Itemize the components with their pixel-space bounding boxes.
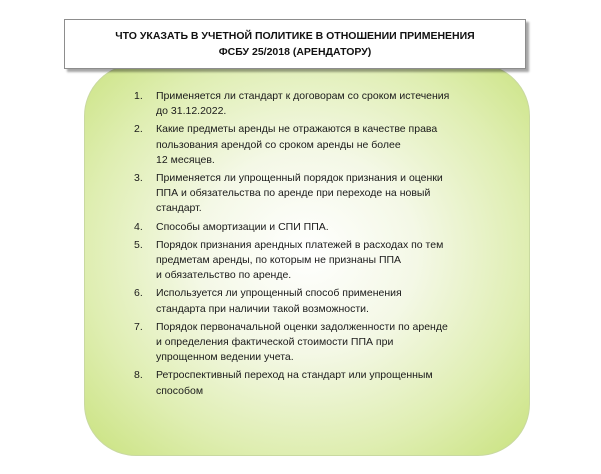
list-item (126, 171, 506, 217)
item-text-line: способом (156, 384, 204, 397)
item-text-line: предметам аренды, по которым не признаны ППА (156, 254, 402, 267)
item-text-line: Применяется ли стандарт к договорам со сроком истечения (156, 90, 450, 102)
item-text-line: Какие предметы аренды не отражаются в качестве права (156, 123, 438, 136)
list-item (126, 89, 506, 119)
item-text-line: до 31.12.2022. (156, 105, 227, 118)
item-text-line: ППА и обязательства по аренде при переходе на новый (156, 187, 431, 200)
item-list (126, 89, 506, 402)
item-text-line: Порядок первоначальной оценки задолженности по аренде (156, 320, 448, 333)
item-number: 6. (134, 287, 143, 300)
list-item (126, 122, 506, 168)
item-text-line: Используется ли упрощенный способ применения (156, 287, 402, 300)
item-text-line: стандарт. (156, 202, 202, 215)
item-number: 7. (134, 320, 143, 333)
title-box (64, 19, 526, 69)
title-line-1: ЧТО УКАЗАТЬ В УЧЕТНОЙ ПОЛИТИКЕ В ОТНОШЕНИИ ПРИМЕНЕНИЯ (115, 30, 475, 42)
item-number: 1. (134, 90, 143, 102)
item-text-line: и обязательство по аренде. (156, 269, 292, 282)
item-text-line: стандарта при наличии такой возможности. (156, 302, 369, 315)
item-text-line: упрощенном ведении учета. (156, 351, 294, 364)
item-text-line: Применяется ли упрощенный порядок признания и оценки (156, 172, 443, 185)
item-text-line: пользования арендой со сроком аренды не более (156, 138, 401, 151)
list-item (126, 320, 506, 366)
list-item (126, 238, 506, 284)
item-number: 8. (134, 369, 143, 382)
item-number: 5. (134, 238, 143, 251)
item-number: 4. (134, 220, 143, 233)
item-text-line: 12 месяцев. (156, 153, 215, 166)
item-text-line: Способы амортизации и СПИ ППА. (156, 220, 329, 233)
item-number: 3. (134, 172, 143, 185)
item-text-line: Порядок признания арендных платежей в расходах по тем (156, 238, 444, 251)
item-text-line: и определения фактической стоимости ППА при (156, 336, 394, 349)
list-item (126, 368, 506, 398)
item-number: 2. (134, 123, 143, 136)
list-item (126, 220, 506, 235)
title-line-2: ФСБУ 25/2018 (АРЕНДАТОРУ) (218, 46, 372, 58)
list-item (126, 286, 506, 316)
item-text-line: Ретроспективный переход на стандарт или упрощенным (156, 369, 433, 382)
